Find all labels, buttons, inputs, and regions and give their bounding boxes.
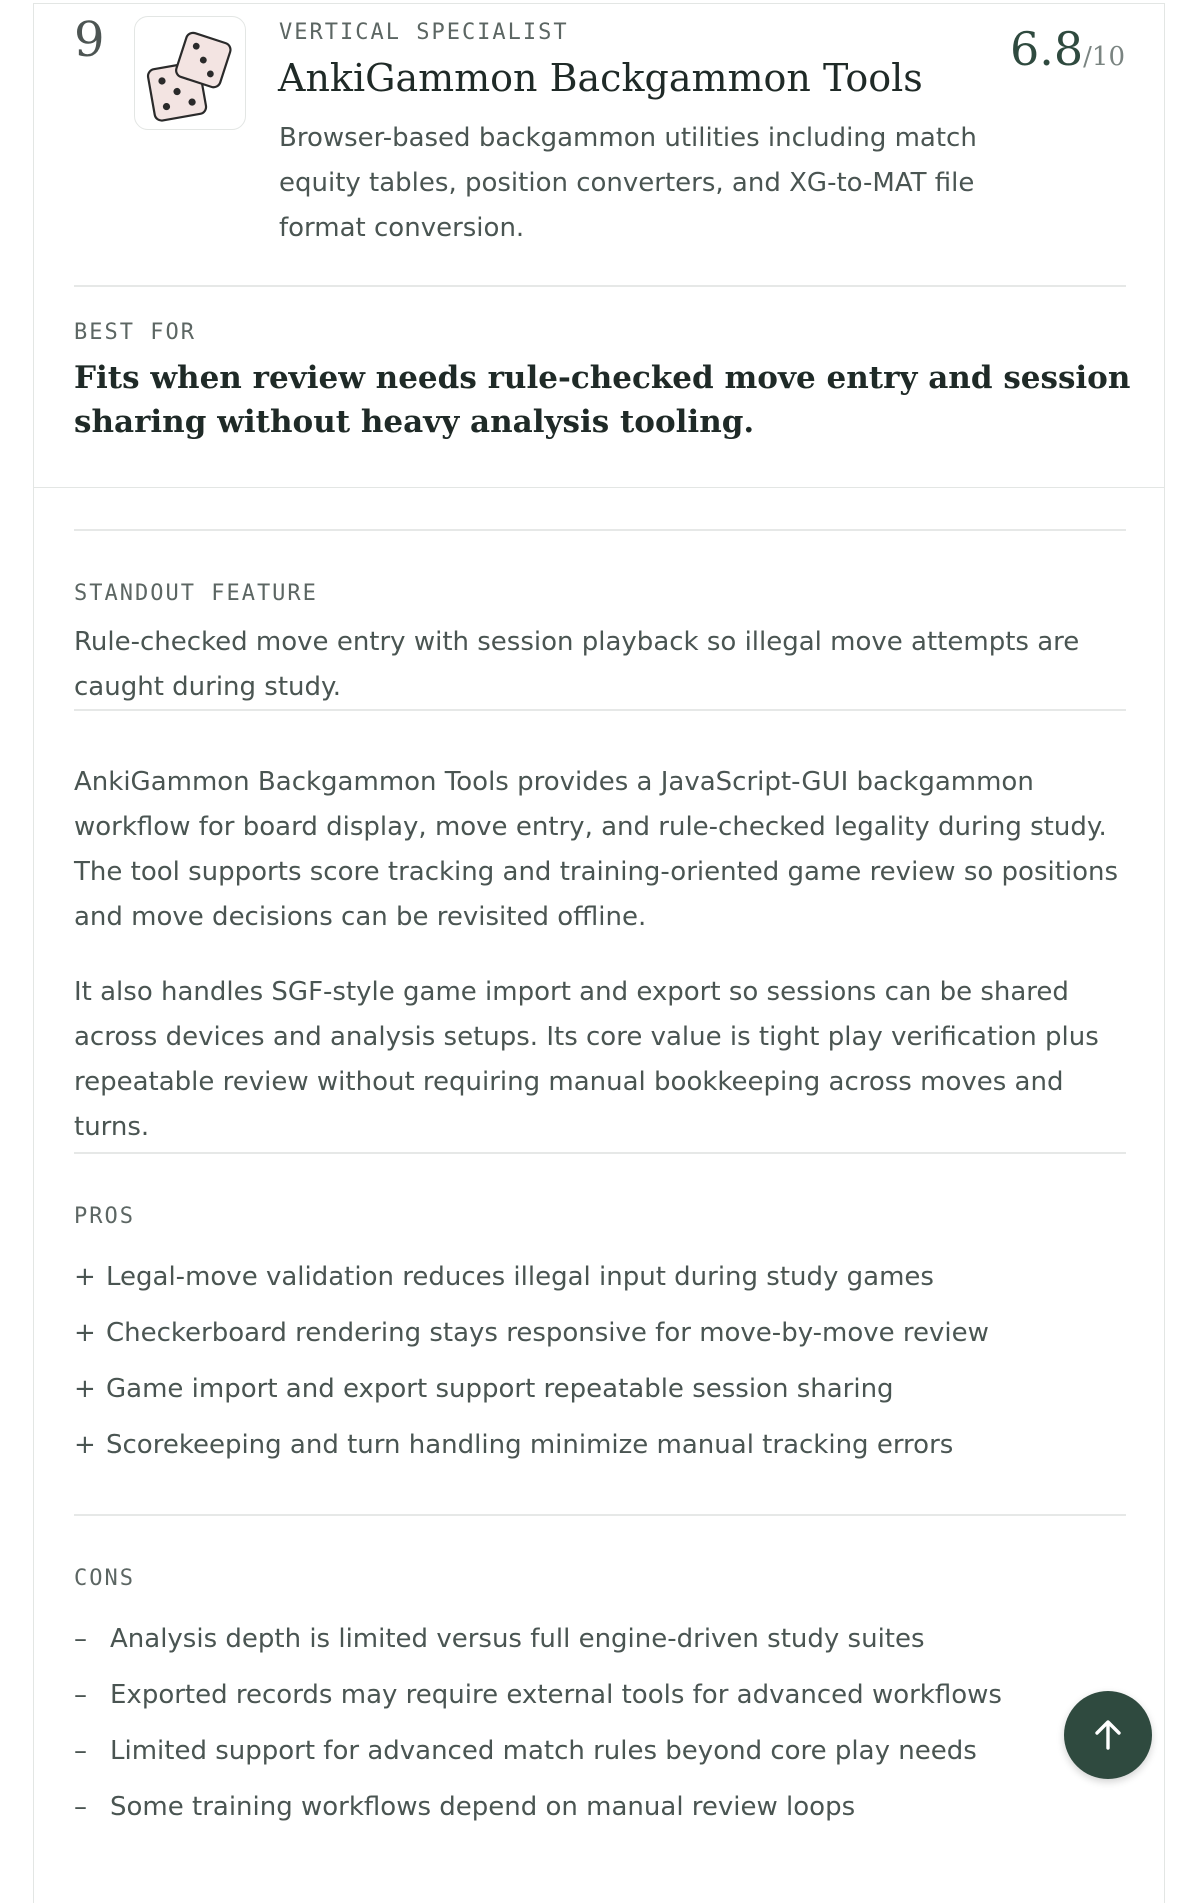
pros-label: PROS — [74, 1204, 135, 1229]
divider — [74, 709, 1126, 711]
cons-item-text: Some training workflows depend on manual review loops — [110, 1792, 856, 1822]
pros-item — [74, 1361, 1134, 1417]
score-scale: /10 — [1083, 42, 1125, 72]
arrow-up-icon — [1090, 1717, 1126, 1753]
scroll-to-top-button[interactable] — [1064, 1691, 1152, 1779]
rank-number: 9 — [74, 12, 105, 68]
cons-item-text: Limited support for advanced match rules beyond core play needs — [110, 1736, 977, 1766]
cons-item-text: Analysis depth is limited versus full engine-driven study suites — [110, 1624, 925, 1654]
description-paragraph: It also handles SGF-style game import and export so sessions can be shared across devices and analysis setups. Its core value is tight play verification plus repeatable review without requiring manual bookkeeping across moves and turns. — [74, 977, 1099, 1142]
dice-icon — [135, 17, 245, 129]
minus-marker: – — [74, 1736, 87, 1766]
divider — [74, 1152, 1126, 1154]
pros-list — [74, 1249, 1134, 1473]
cons-item — [74, 1667, 1134, 1723]
tool-category: VERTICAL SPECIALIST — [279, 20, 569, 45]
minus-marker: – — [74, 1680, 87, 1710]
plus-marker: + — [74, 1374, 96, 1404]
minus-marker: – — [74, 1792, 87, 1822]
standout-text: Rule-checked move entry with session playback so illegal move attempts are caught during study. — [74, 627, 1080, 702]
pros-item-text: Checkerboard rendering stays responsive for move-by-move review — [106, 1318, 989, 1348]
minus-marker: – — [74, 1624, 87, 1654]
tool-summary: Browser-based backgammon utilities including match equity tables, position converters, and XG-to-MAT file format conversion. — [279, 123, 977, 243]
divider — [74, 529, 1126, 531]
best-for-label: BEST FOR — [74, 320, 196, 345]
best-for-text: Fits when review needs rule-checked move entry and session sharing without heavy analysis tooling. — [74, 360, 1131, 440]
pros-item-text: Scorekeeping and turn handling minimize manual tracking errors — [106, 1430, 954, 1460]
cons-item — [74, 1723, 1134, 1779]
cons-item — [74, 1779, 1134, 1835]
cons-item-text: Exported records may require external tools for advanced workflows — [110, 1680, 1002, 1710]
pros-item — [74, 1417, 1134, 1473]
score — [1010, 22, 1125, 76]
pros-item — [74, 1249, 1134, 1305]
pros-item — [74, 1305, 1134, 1361]
plus-marker: + — [74, 1430, 96, 1460]
plus-marker: + — [74, 1318, 96, 1348]
tool-logo — [134, 16, 246, 130]
card-header-divider — [33, 487, 1165, 488]
standout-label: STANDOUT FEATURE — [74, 581, 318, 606]
pros-item-text: Game import and export support repeatable session sharing — [106, 1374, 894, 1404]
pros-item-text: Legal-move validation reduces illegal input during study games — [106, 1262, 934, 1292]
divider — [74, 1514, 1126, 1516]
score-value: 6.8 — [1010, 22, 1084, 76]
cons-item — [74, 1611, 1134, 1667]
divider — [74, 285, 1126, 287]
cons-list — [74, 1611, 1134, 1835]
tool-name: AnkiGammon Backgammon Tools — [278, 56, 923, 100]
plus-marker: + — [74, 1262, 96, 1292]
description-paragraph: AnkiGammon Backgammon Tools provides a JavaScript-GUI backgammon workflow for board display, move entry, and rule-checked legality during study. The tool supports score tracking and training-oriented game review so positions and move decisions can be revisited offline. — [74, 767, 1119, 932]
cons-label: CONS — [74, 1566, 135, 1591]
